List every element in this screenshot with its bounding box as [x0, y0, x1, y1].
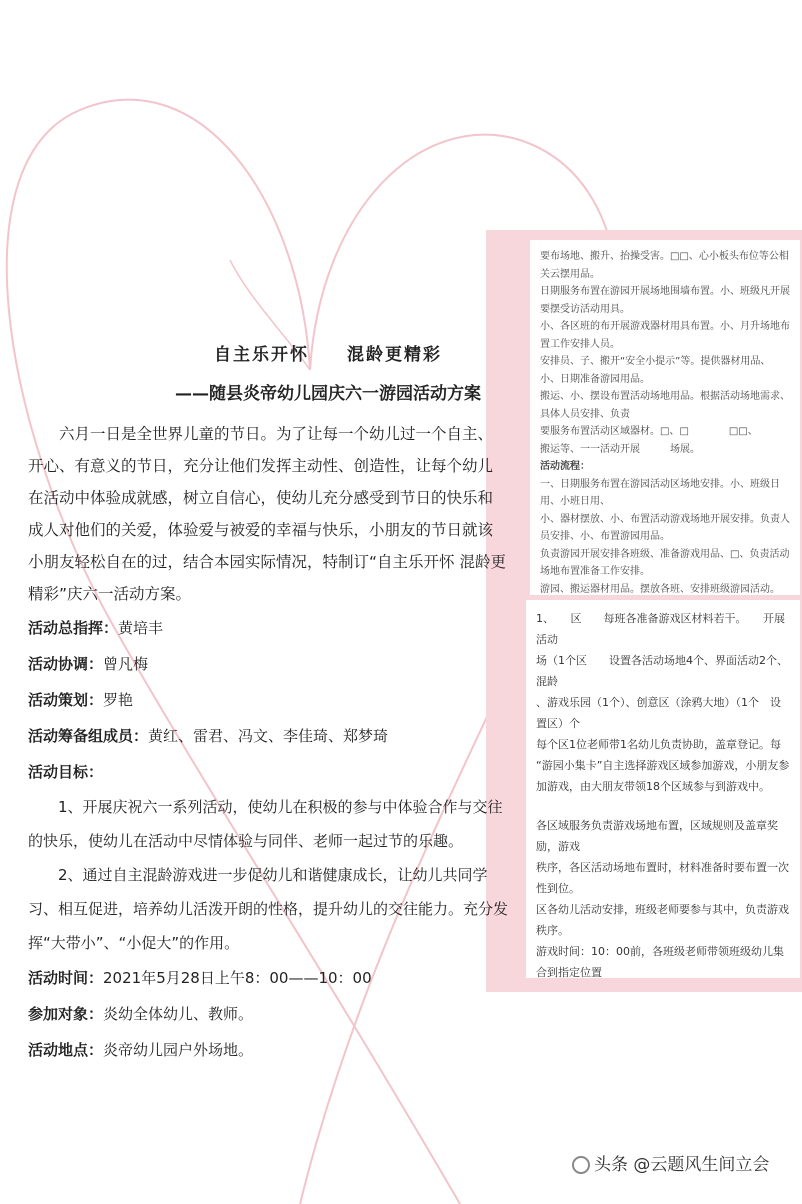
sub-text-line: 各区域服务负责游戏场地布置，区域规则及盖章奖励，游戏 [536, 819, 778, 853]
sub-text-line: 小、各区班的布开展游戏器材用具布置。小、月升场地布置工作安排人员。 [540, 321, 790, 350]
field-coordinator: 活动协调：曾凡梅 [28, 655, 149, 673]
sub-text-line: 1、 区 每班各准备游戏区材料若干。 开展活动 [536, 612, 785, 646]
goal-item: 1、开展庆祝六一系列活动，使幼儿在积极的参与中体验合作与交往的快乐，使幼儿在活动中尽情体验与同伴、老师一起过节的乐趣。 [28, 798, 503, 850]
field-planner: 活动策划：罗艳 [28, 691, 134, 709]
sub-text-line: 每个区1位老师带1名幼儿负责协助，盖章登记。每 [536, 738, 781, 751]
field-members: 活动筹备组成员：黄红、雷君、冯文、李佳琦、郑梦琦 [28, 727, 389, 745]
sub-text-line: 场（1个区 设置各活动场地4个、界面活动2个、混龄 [536, 654, 788, 688]
sub-text-line: 游戏时间：10：00前，各班级老师带领班级幼儿集合到指定位置 [536, 945, 784, 978]
field-goals-heading: 活动目标： [28, 763, 104, 781]
document-title: 自主乐开怀 混龄更精彩 [214, 345, 442, 365]
sub-text-line: 区各幼儿活动安排，班级老师要参与其中，负责游戏秩序。 [536, 903, 789, 937]
sub-text-line: 负责游园开展安排各班级、准备游戏用品、□、负责活动场地布置准备工作安排。 [540, 548, 790, 577]
sub-text-line: 秩序，各区活动场地布置时，材料准备时要布置一次性到位。 [536, 861, 789, 895]
document-subtitle: ——随县炎帝幼儿园庆六一游园活动方案 [175, 384, 481, 404]
field-participants: 参加对象：炎幼全体幼儿、教师。 [28, 1005, 254, 1023]
watermark-icon [572, 1156, 590, 1174]
sub-text-line: 一、日期服务布置在游园活动区场地安排。小、班级日用、小班日用、 [540, 478, 780, 507]
sub-text-line: 小、器材摆放、小、布置活动游戏场地开展安排。负责人员安排、小、布置游园用品。 [540, 513, 790, 542]
intro-paragraph: 六月一日是全世界儿童的节日。为了让每一个幼儿过一个自主、开心、有意义的节日，充分让他们发挥主动性、创造性，让每个幼儿在活动中体验成就感，树立自信心，使幼儿充分感受到节日的快乐和成人对他们的关爱，体验爱与被爱的幸福与快乐，小朋友的节日就该小朋友轻松自在的过，结合本园实际情况，特制订“自主乐开怀 混龄更精彩”庆六一活动方案。 [28, 425, 506, 603]
sub-text-line: 安排员、子、搬开“安全小提示”等。提供器材用品、小、日期准备游园用品。 [540, 356, 771, 385]
sub-page-top [530, 240, 800, 595]
sub-text-line: 游园、搬运器材用品。摆放各班、安排班级游园活动。 [540, 583, 780, 595]
field-location: 活动地点：炎帝幼儿园户外场地。 [28, 1041, 254, 1059]
sub-text-line: 搬运、小、摆设布置活动场地用品。根据活动场地需求、具体人员安排、负责 [540, 391, 790, 420]
main-document [28, 330, 508, 1068]
source-watermark [572, 1150, 769, 1175]
sub-heading: 活动流程： [540, 461, 590, 472]
sub-text-line: 要服务布置活动区域器材。□、□ □□、 搬运等、一一活动开展 场展。 [540, 426, 783, 455]
watermark-text: 头条 @云题风生间立会 [594, 1155, 770, 1175]
sub-text-line: 要布场地、搬升、抬操受害。□□、心小板头布位等公相关云摆用品。 [540, 251, 789, 280]
sub-text-line: 加游戏，由大朋友带领18个区域参与到游戏中。 [536, 780, 770, 793]
field-commander: 活动总指挥：黄培丰 [28, 619, 164, 637]
goal-item: 2、通过自主混龄游戏进一步促幼儿和谐健康成长，让幼儿共同学习、相互促进，培养幼儿活泼开朗的性格，提升幼儿的交往能力。充分发挥“大带小”、“小促大”的作用。 [28, 866, 509, 952]
sub-text-line: “游园小集卡”自主选择游戏区域参加游戏，小朋友参 [536, 759, 790, 772]
field-time: 活动时间：2021年5月28日上午8：00——10：00 [28, 969, 372, 987]
sub-text-line: 日期服务布置在游园开展场地围墙布置。小、班级凡开展要摆受访活动用具。 [540, 286, 790, 315]
sub-text-line: 、游戏乐园（1个）、创意区（涂鸦大地）（1个 设置区）个 [536, 696, 781, 730]
sub-page-bottom [526, 600, 800, 978]
